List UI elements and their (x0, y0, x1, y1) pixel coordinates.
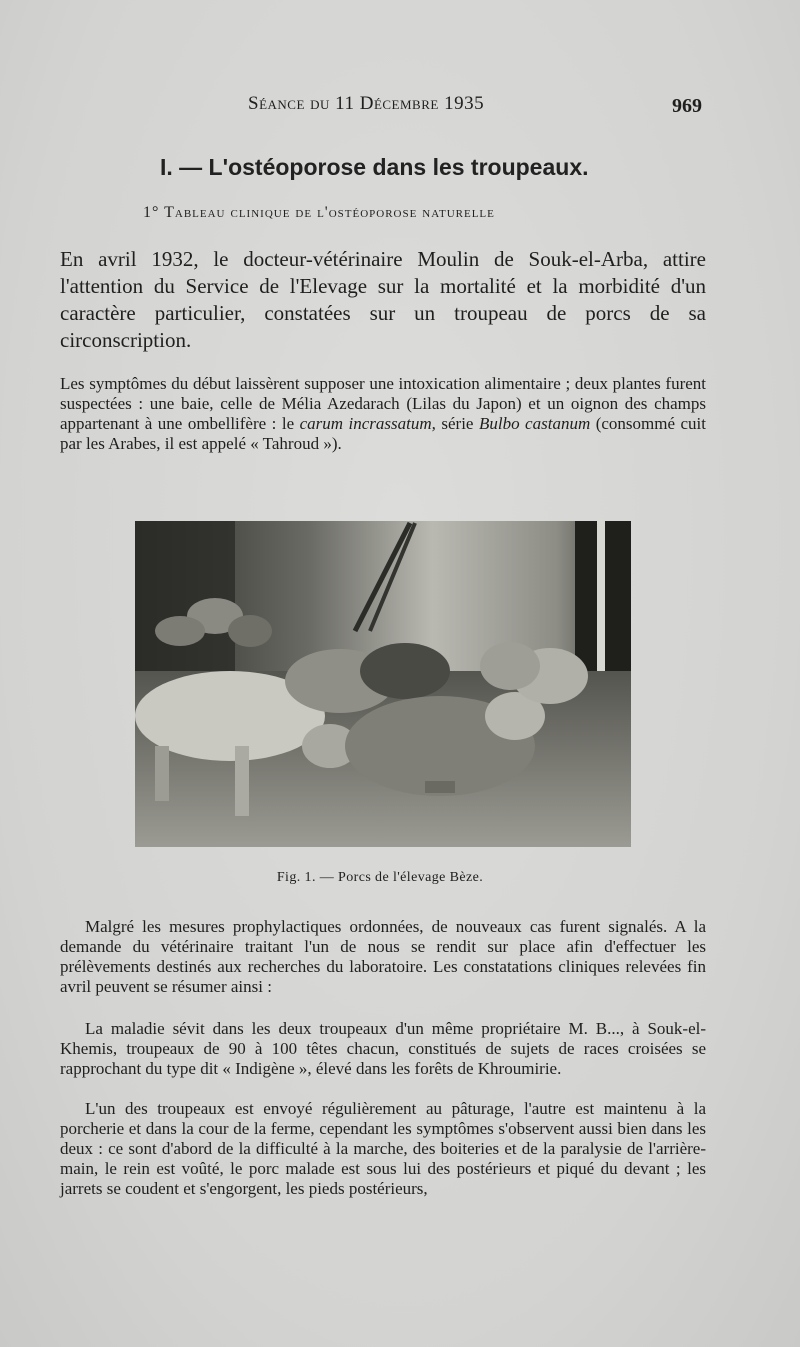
paragraph-measures: Malgré les mesures prophylactiques ordonnées, de nouveaux cas furent signalés. A la demande du vétérinaire traitant l'un de nous se rendit sur place afin d'effectuer les prélèvements destinés aux recherches du laboratoire. Les constatations cliniques relevées fin avril peuvent se résumer ainsi : (60, 917, 706, 996)
pigs-photograph (135, 521, 631, 847)
paragraph-symptoms-onset (60, 374, 706, 454)
paragraph-symptoms-detail: L'un des troupeaux est envoyé régulièrement au pâturage, l'autre est maintenu à la porcherie et dans la cour de la ferme, cependant les symptômes s'observent aussi bien dans les deux : ce sont d'abord de la difficulté à la marche, des boiteries et de la paralysie de l'arrière-main, le rein est voûté, le porc malade est sous lui des postérieurs et piqué du devant ; les jarrets se coudent et s'engorgent, les pieds postérieurs, (60, 1099, 706, 1198)
running-title: Séance du 11 Décembre 1935 (248, 93, 485, 114)
paragraph-intro: En avril 1932, le docteur-vétérinaire Moulin de Souk-el-Arba, attire l'attention du Service de l'Elevage sur la mortalité et la morbidité d'un caractère particulier, constatées sur un troupeau de porcs de sa circonscription. (60, 247, 706, 352)
section-title: I. — L'ostéoporose dans les troupeaux. (160, 154, 589, 180)
paragraph-text: (consommé cuit par les Arabes, il est appelé « Tahroud »). (60, 414, 706, 453)
species-name: carum incrassatum, (299, 414, 436, 433)
running-header (0, 93, 800, 123)
paragraph-text: Les symptômes du début laissèrent supposer une intoxication alimentaire ; deux plantes furent suspectées : une baie, celle de Mélia Azedarach (Lilas du Japon) et un oignon des champs appartenant à une ombellifère : le (60, 374, 706, 433)
page-number: 969 (672, 95, 702, 117)
figure-caption: Fig. 1. — Porcs de l'élevage Bèze. (276, 870, 484, 885)
paragraph-disease-spread: La maladie sévit dans les deux troupeaux d'un même propriétaire M. B..., à Souk-el-Khemis, troupeaux de 90 à 100 têtes chacun, constitués de sujets de races croisées se rapprochant du type dit « Indigène », élevé dans les forêts de Khroumirie. (60, 1019, 706, 1078)
subsection-title: 1° Tableau clinique de l'ostéoporose naturelle (143, 204, 495, 221)
paragraph-text: série (435, 414, 479, 433)
species-name: Bulbo castanum (478, 414, 591, 433)
figure-photo-pigs (135, 521, 631, 847)
